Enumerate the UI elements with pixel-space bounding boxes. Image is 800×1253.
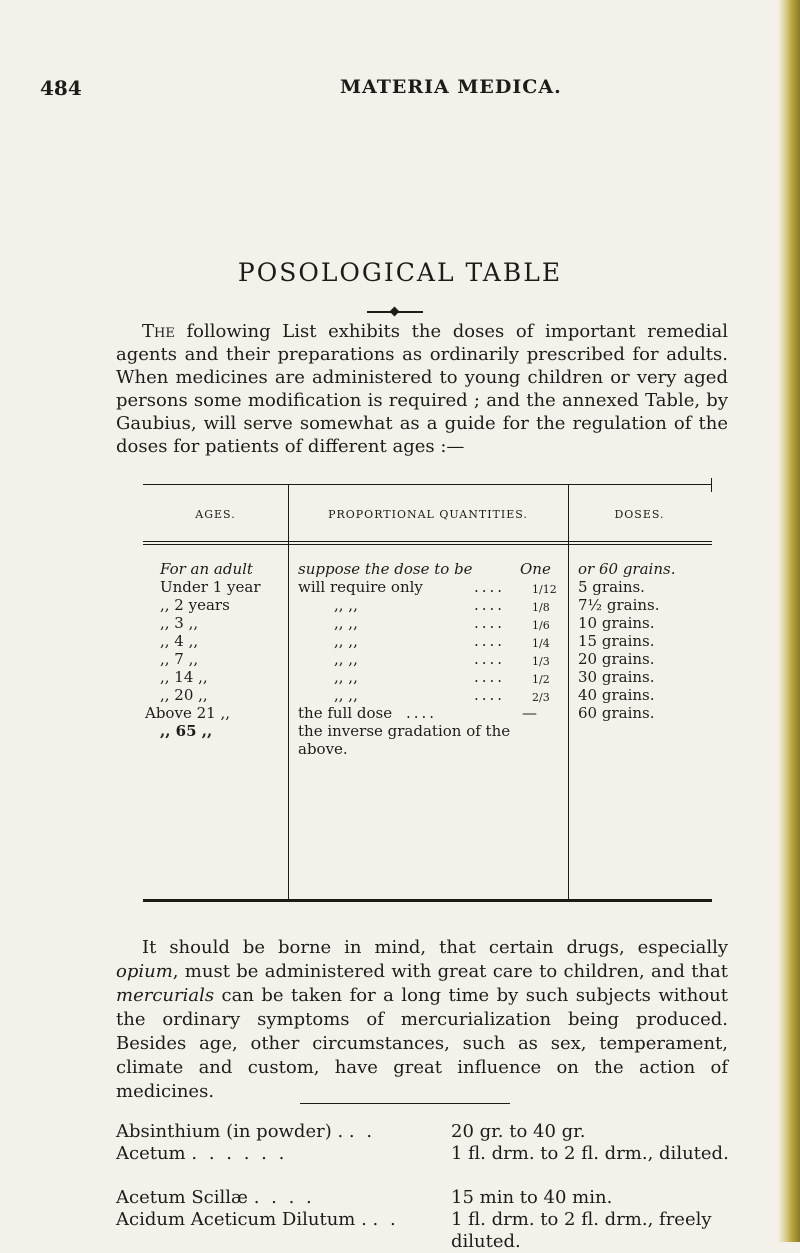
fraction: 1/12 [532, 583, 557, 596]
quantity-one: One [520, 560, 551, 578]
leader-dots: .... [474, 614, 506, 632]
intro-text: following List exhibits the doses of important remedial agents and their preparations as ordinarily prescribed for adults. When medicines are administered to young children or very aged persons some modification is required ; and the annexed Table, by Gaubius, will serve somewhat as a guide for the regulation of the doses for patients of different ages :— [116, 321, 728, 457]
drug-name: Acidum Aceticum Dilutum . . . [116, 1209, 399, 1230]
dose-cell: 5 grains. [578, 578, 645, 596]
drug-name: Acetum . . . . . . [116, 1143, 288, 1164]
age-cell: ,, 20 ,, [160, 686, 208, 704]
age-cell: Under 1 year [160, 578, 261, 596]
drug-dose: 20 gr. to 40 gr. [451, 1121, 586, 1142]
age-cell: Above 21 ,, [145, 704, 230, 722]
mercurials-term: mercurials [116, 985, 215, 1006]
dose-cell: 30 grains. [578, 668, 655, 686]
table-header-rule [143, 541, 712, 542]
leader-dots: .... [474, 686, 506, 704]
age-cell: ,, 65 ,, [160, 722, 213, 740]
drug-name: Acetum Scillæ . . . . [116, 1187, 315, 1208]
fraction: 1/6 [532, 619, 550, 632]
dose-cell: 40 grains. [578, 686, 655, 704]
opium-term: opium [116, 961, 173, 982]
quantity-cell-continued: above. [298, 740, 348, 758]
dose-cell: 7½ grains. [578, 596, 660, 614]
quantity-cell: ,, ,, [334, 650, 358, 668]
page-edge [778, 0, 800, 1242]
table-col-divider-1 [288, 484, 289, 900]
quantity-cell: ,, ,, [334, 596, 358, 614]
page-number: 484 [40, 76, 82, 100]
fraction: 1/4 [532, 637, 550, 650]
caution-text-1: It should be borne in mind, that certain drugs, especially [142, 937, 728, 958]
table-corner-tick [711, 478, 712, 492]
caution-text-3: can be taken for a long time by such subjects without the ordinary symptoms of mercurialization being produced. Besides age, other circumstances, such as sex, temperament, climate and custom, have great influence on the action of medicines. [116, 985, 728, 1102]
quantity-cell: suppose the dose to be [298, 560, 473, 578]
table-header-rule-2 [143, 544, 712, 545]
leader-dots: .... [474, 632, 506, 650]
quantity-cell: will require only [298, 578, 423, 596]
age-cell: ,, 2 years [160, 596, 230, 614]
age-cell: ,, 3 ,, [160, 614, 199, 632]
fraction: — [522, 704, 537, 722]
fraction: 1/3 [532, 655, 550, 668]
quantity-cell: ,, ,, [334, 632, 358, 650]
title-ornament [367, 311, 423, 313]
quantity-cell: the full dose [298, 704, 393, 722]
leader-dots: .... [474, 650, 506, 668]
header-quantities: PROPORTIONAL QUANTITIES. [328, 508, 528, 521]
fraction: 2/3 [532, 691, 550, 704]
intro-lead: The [142, 321, 175, 342]
dose-cell: 15 grains. [578, 632, 655, 650]
quantity-cell: ,, ,, [334, 668, 358, 686]
leader-dots: .... [406, 704, 438, 722]
table-bottom-rule [143, 899, 712, 902]
table-col-divider-2 [568, 484, 569, 900]
leader-dots: .... [474, 668, 506, 686]
running-head: MATERIA MEDICA. [340, 76, 562, 98]
quantity-cell: ,, ,, [334, 686, 358, 704]
caution-paragraph [116, 936, 728, 1104]
leader-dots: .... [474, 596, 506, 614]
leader-dots: .... [474, 578, 506, 596]
table-top-rule [143, 484, 712, 485]
drug-name: Absinthium (in powder) . . . [116, 1121, 376, 1142]
section-separator [300, 1103, 510, 1104]
drug-dose: 1 fl. drm. to 2 fl. drm., diluted. [451, 1143, 729, 1164]
age-cell: For an adult [160, 560, 253, 578]
fraction: 1/2 [532, 673, 550, 686]
section-title: POSOLOGICAL TABLE [237, 258, 563, 287]
age-cell: ,, 4 ,, [160, 632, 199, 650]
header-ages: AGES. [195, 508, 236, 521]
drug-dose: 15 min to 40 min. [451, 1187, 613, 1208]
fraction: 1/8 [532, 601, 550, 614]
age-cell: ,, 14 ,, [160, 668, 208, 686]
dose-cell: 60 grains. [578, 704, 655, 722]
header-doses: DOSES. [614, 508, 665, 521]
dose-cell: 10 grains. [578, 614, 655, 632]
quantity-cell: the inverse gradation of the [298, 722, 511, 740]
dose-cell: or 60 grains. [578, 560, 676, 578]
dose-cell: 20 grains. [578, 650, 655, 668]
quantity-cell: ,, ,, [334, 614, 358, 632]
page-header [40, 76, 740, 106]
caution-text-2: , must be administered with great care to children, and that [172, 961, 728, 982]
age-cell: ,, 7 ,, [160, 650, 199, 668]
drug-dose: 1 fl. drm. to 2 fl. drm., freely diluted. [451, 1209, 712, 1252]
intro-paragraph [116, 320, 728, 458]
